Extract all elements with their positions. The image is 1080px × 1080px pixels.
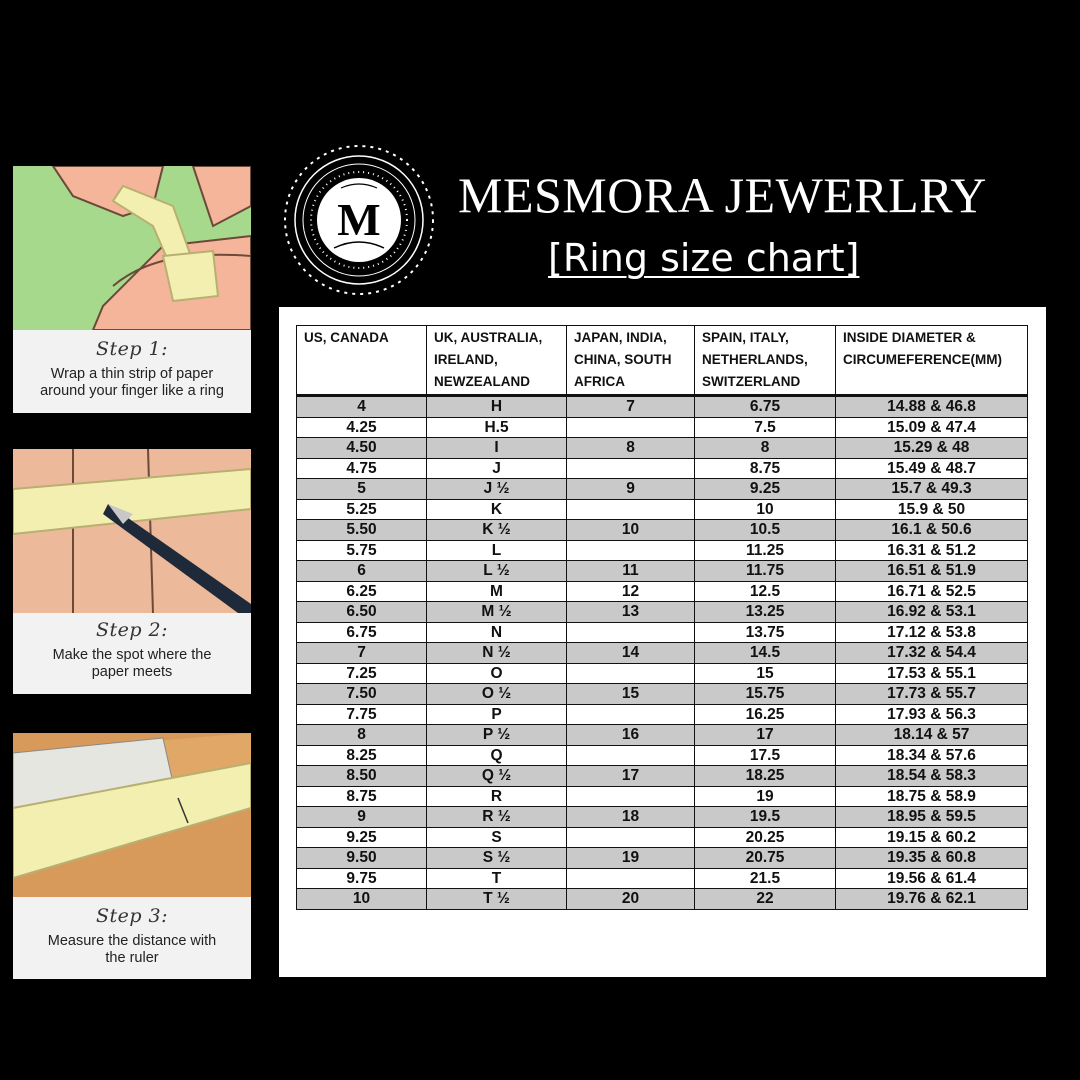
table-row xyxy=(297,499,1028,520)
table-cell: 16.25 xyxy=(695,704,836,725)
table-cell: 10 xyxy=(695,499,836,520)
table-cell: J ½ xyxy=(427,479,567,500)
table-row xyxy=(297,417,1028,438)
step-1-text xyxy=(13,366,251,400)
table-cell: 4 xyxy=(297,396,427,418)
table-cell: 13.25 xyxy=(695,602,836,623)
table-cell: M ½ xyxy=(427,602,567,623)
table-cell: 18.34 & 57.6 xyxy=(836,745,1028,766)
step-1-title: Step 1: xyxy=(95,338,169,360)
table-cell: N ½ xyxy=(427,643,567,664)
table-cell: 15.9 & 50 xyxy=(836,499,1028,520)
table-row xyxy=(297,561,1028,582)
table-cell: 10 xyxy=(567,520,695,541)
table-cell: 13.75 xyxy=(695,622,836,643)
step-card-1 xyxy=(13,166,251,413)
table-cell: 17 xyxy=(567,766,695,787)
table-cell: R ½ xyxy=(427,807,567,828)
table-cell: 15 xyxy=(695,663,836,684)
step-2-illustration xyxy=(13,449,251,613)
table-cell: 19.15 & 60.2 xyxy=(836,827,1028,848)
table-cell: K ½ xyxy=(427,520,567,541)
table-body xyxy=(297,396,1028,910)
table-cell: 18.95 & 59.5 xyxy=(836,807,1028,828)
table-row xyxy=(297,540,1028,561)
table-cell: N xyxy=(427,622,567,643)
table-cell: 12.5 xyxy=(695,581,836,602)
step-3-text-line1: Measure the distance with xyxy=(47,933,217,949)
table-cell: 8 xyxy=(695,438,836,459)
table-cell: 7.50 xyxy=(297,684,427,705)
table-cell: 19.56 & 61.4 xyxy=(836,868,1028,889)
step-card-3 xyxy=(13,733,251,979)
table-row xyxy=(297,458,1028,479)
table-cell: 17.12 & 53.8 xyxy=(836,622,1028,643)
table-cell: 12 xyxy=(567,581,695,602)
table-cell xyxy=(567,540,695,561)
table-cell: P ½ xyxy=(427,725,567,746)
table-header-row xyxy=(297,326,1028,396)
table-cell: 20.75 xyxy=(695,848,836,869)
table-cell: 5 xyxy=(297,479,427,500)
table-cell: 9 xyxy=(567,479,695,500)
table-cell: 16.1 & 50.6 xyxy=(836,520,1028,541)
table-cell: H xyxy=(427,396,567,418)
header-diameter-circumference: INSIDE DIAMETER & CIRCUMEFERENCE(MM) xyxy=(836,326,1028,396)
table-cell: 9.50 xyxy=(297,848,427,869)
table-cell: 17.5 xyxy=(695,745,836,766)
table-cell xyxy=(567,786,695,807)
table-cell xyxy=(567,663,695,684)
table-cell: 18.14 & 57 xyxy=(836,725,1028,746)
table-cell: 17.32 & 54.4 xyxy=(836,643,1028,664)
table-cell xyxy=(567,704,695,725)
table-cell: 11.25 xyxy=(695,540,836,561)
table-cell: 10.5 xyxy=(695,520,836,541)
step-2-text-line1: Make the spot where the xyxy=(52,647,212,663)
table-cell: L xyxy=(427,540,567,561)
table-cell: 4.25 xyxy=(297,417,427,438)
table-cell: 9.25 xyxy=(695,479,836,500)
table-cell: S ½ xyxy=(427,848,567,869)
table-cell: 21.5 xyxy=(695,868,836,889)
step-3-illustration xyxy=(13,733,251,897)
table-cell: 8 xyxy=(567,438,695,459)
table-cell: Q xyxy=(427,745,567,766)
table-cell: 10 xyxy=(297,889,427,910)
table-cell xyxy=(567,868,695,889)
table-cell: 15.09 & 47.4 xyxy=(836,417,1028,438)
table-cell: 16.31 & 51.2 xyxy=(836,540,1028,561)
step-3-text-line2: the ruler xyxy=(105,950,159,966)
table-cell: 15.49 & 48.7 xyxy=(836,458,1028,479)
table-cell: R xyxy=(427,786,567,807)
table-row xyxy=(297,848,1028,869)
table-cell: 7.5 xyxy=(695,417,836,438)
table-cell: 14.5 xyxy=(695,643,836,664)
table-cell: 17 xyxy=(695,725,836,746)
table-cell: 16.71 & 52.5 xyxy=(836,581,1028,602)
step-3-title: Step 3: xyxy=(95,905,169,927)
table-cell xyxy=(567,499,695,520)
table-cell: 6.50 xyxy=(297,602,427,623)
size-chart-panel xyxy=(279,307,1046,977)
chart-subtitle: [Ring size chart] xyxy=(548,236,860,280)
table-row xyxy=(297,622,1028,643)
table-cell: 15 xyxy=(567,684,695,705)
table-cell xyxy=(567,622,695,643)
header-uk-australia: UK, AUSTRALIA, IRELAND, NEWZEALAND xyxy=(427,326,567,396)
table-cell: 19 xyxy=(695,786,836,807)
step-2-text-line2: paper meets xyxy=(91,664,173,680)
table-row xyxy=(297,766,1028,787)
table-cell: 19.5 xyxy=(695,807,836,828)
table-cell: 4.75 xyxy=(297,458,427,479)
table-cell: 7 xyxy=(567,396,695,418)
brand-logo xyxy=(279,140,439,300)
table-cell: 7.75 xyxy=(297,704,427,725)
table-row xyxy=(297,868,1028,889)
table-cell: 9.75 xyxy=(297,868,427,889)
table-cell: 4.50 xyxy=(297,438,427,459)
table-row xyxy=(297,396,1028,418)
ring-size-table xyxy=(296,325,1028,910)
brand-name: MESMORA JEWERLRY xyxy=(458,167,987,223)
table-cell: S xyxy=(427,827,567,848)
table-cell: 8.75 xyxy=(297,786,427,807)
table-cell xyxy=(567,745,695,766)
logo-letter: M xyxy=(337,194,381,245)
table-cell: 22 xyxy=(695,889,836,910)
header-japan-india: JAPAN, INDIA, CHINA, SOUTH AFRICA xyxy=(567,326,695,396)
table-cell: J xyxy=(427,458,567,479)
table-cell: 20 xyxy=(567,889,695,910)
table-cell: 15.75 xyxy=(695,684,836,705)
table-cell: 15.29 & 48 xyxy=(836,438,1028,459)
table-cell: I xyxy=(427,438,567,459)
table-cell: 7 xyxy=(297,643,427,664)
table-cell: 5.50 xyxy=(297,520,427,541)
table-cell: 16.92 & 53.1 xyxy=(836,602,1028,623)
table-cell: 18.25 xyxy=(695,766,836,787)
table-cell: 7.25 xyxy=(297,663,427,684)
step-1-text-line2: around your finger like a ring xyxy=(40,383,224,399)
table-cell: 6.75 xyxy=(297,622,427,643)
table-cell: L ½ xyxy=(427,561,567,582)
table-cell: 8 xyxy=(297,725,427,746)
step-card-2 xyxy=(13,449,251,694)
step-2-caption xyxy=(13,619,251,681)
table-cell: P xyxy=(427,704,567,725)
table-cell: 19.76 & 62.1 xyxy=(836,889,1028,910)
table-row xyxy=(297,704,1028,725)
table-cell: 19 xyxy=(567,848,695,869)
step-1-illustration xyxy=(13,166,251,330)
header-spain-italy: SPAIN, ITALY, NETHERLANDS, SWITZERLAND xyxy=(695,326,836,396)
table-cell: 8.50 xyxy=(297,766,427,787)
table-cell: T xyxy=(427,868,567,889)
table-cell: 9.25 xyxy=(297,827,427,848)
table-cell: 6.75 xyxy=(695,396,836,418)
table-cell xyxy=(567,458,695,479)
table-cell: 17.53 & 55.1 xyxy=(836,663,1028,684)
table-cell xyxy=(567,827,695,848)
table-cell: 11.75 xyxy=(695,561,836,582)
table-cell: 18.75 & 58.9 xyxy=(836,786,1028,807)
table-row xyxy=(297,745,1028,766)
table-cell: 18.54 & 58.3 xyxy=(836,766,1028,787)
step-3-text xyxy=(13,933,251,967)
table-cell: 19.35 & 60.8 xyxy=(836,848,1028,869)
table-cell: 9 xyxy=(297,807,427,828)
table-cell: Q ½ xyxy=(427,766,567,787)
table-cell: 16 xyxy=(567,725,695,746)
table-row xyxy=(297,520,1028,541)
step-1-text-line1: Wrap a thin strip of paper xyxy=(50,366,214,382)
table-row xyxy=(297,827,1028,848)
table-cell: 14 xyxy=(567,643,695,664)
table-cell: 8.25 xyxy=(297,745,427,766)
step-1-caption xyxy=(13,338,251,400)
table-row xyxy=(297,889,1028,910)
table-cell: 8.75 xyxy=(695,458,836,479)
table-row xyxy=(297,786,1028,807)
table-row xyxy=(297,438,1028,459)
step-2-text xyxy=(13,647,251,681)
table-cell: 5.25 xyxy=(297,499,427,520)
table-cell: O xyxy=(427,663,567,684)
table-cell: K xyxy=(427,499,567,520)
table-cell: 13 xyxy=(567,602,695,623)
table-row xyxy=(297,663,1028,684)
table-cell: 18 xyxy=(567,807,695,828)
table-row xyxy=(297,725,1028,746)
table-cell: 6 xyxy=(297,561,427,582)
table-cell: O ½ xyxy=(427,684,567,705)
table-cell: 11 xyxy=(567,561,695,582)
step-2-title: Step 2: xyxy=(95,619,169,641)
table-cell: 15.7 & 49.3 xyxy=(836,479,1028,500)
table-row xyxy=(297,643,1028,664)
table-row xyxy=(297,807,1028,828)
table-row xyxy=(297,684,1028,705)
table-cell: 17.93 & 56.3 xyxy=(836,704,1028,725)
table-cell: 16.51 & 51.9 xyxy=(836,561,1028,582)
table-row xyxy=(297,581,1028,602)
header-us-canada: US, CANADA xyxy=(297,326,427,396)
table-cell: H.5 xyxy=(427,417,567,438)
table-cell: 5.75 xyxy=(297,540,427,561)
step-3-caption xyxy=(13,905,251,967)
table-cell: 14.88 & 46.8 xyxy=(836,396,1028,418)
table-cell: M xyxy=(427,581,567,602)
table-row xyxy=(297,602,1028,623)
table-cell: 20.25 xyxy=(695,827,836,848)
table-cell: 6.25 xyxy=(297,581,427,602)
table-cell: 17.73 & 55.7 xyxy=(836,684,1028,705)
table-cell: T ½ xyxy=(427,889,567,910)
table-cell xyxy=(567,417,695,438)
table-row xyxy=(297,479,1028,500)
